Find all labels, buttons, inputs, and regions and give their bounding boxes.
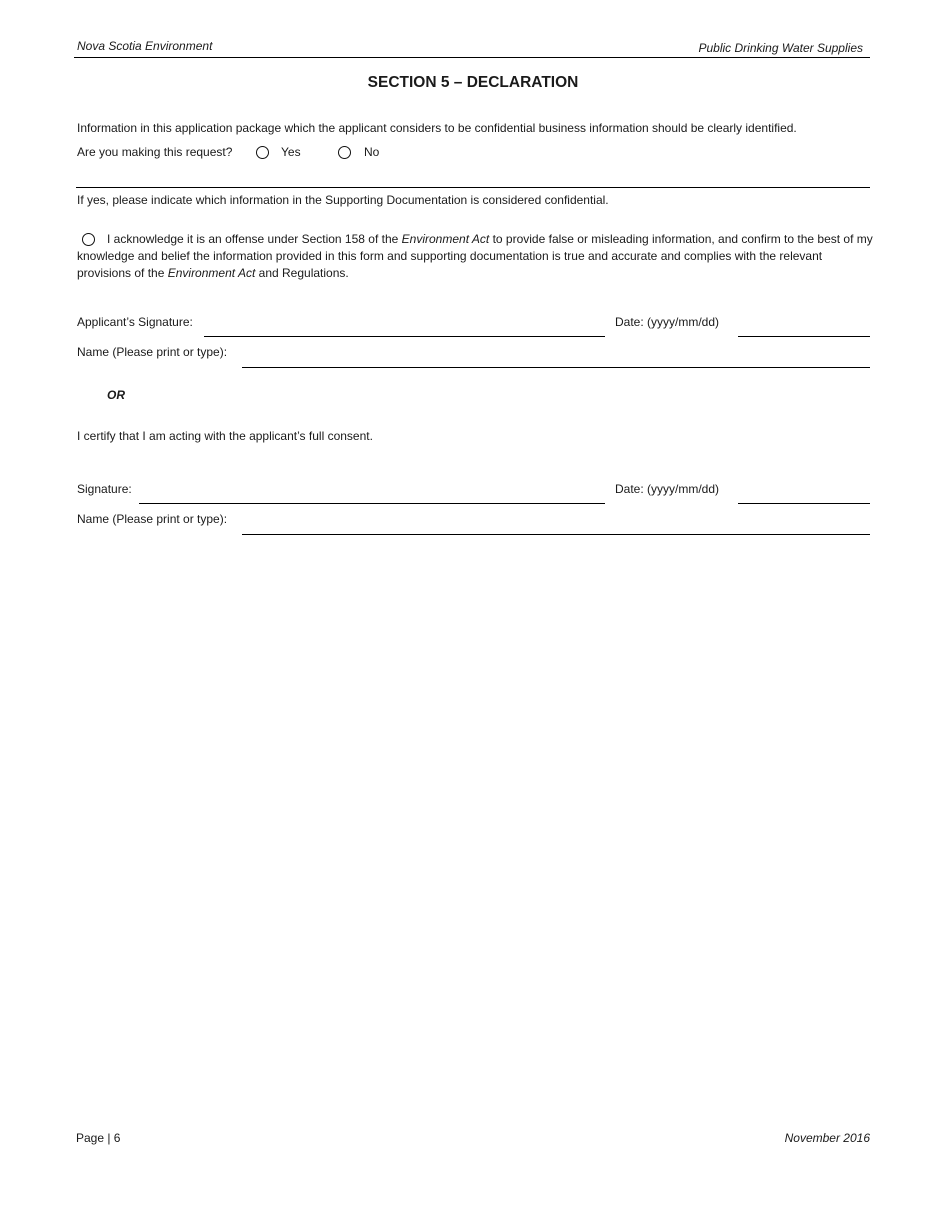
environment-act-reference: Environment Act (401, 232, 490, 246)
page-number: Page | 6 (76, 1131, 121, 1145)
confidential-intro: Information in this application package which the applicant considers to be confidential business information should be clearly identified. (77, 121, 797, 135)
acknowledge-part1: I acknowledge it is an offense under Section 158 of the (107, 232, 402, 246)
applicant-signature-input[interactable] (204, 320, 605, 337)
applicant-date-input[interactable] (738, 320, 870, 337)
acknowledge-part2: to provide false or misleading information, and confirm to the best of my knowledge and belief the information provided in this form and supporting documentation is true and accurate and complies with the relevant provisions of the (77, 232, 873, 280)
confidential-instructions: If yes, please indicate which information in the Supporting Documentation is considered confidential. (77, 193, 609, 207)
header-organization: Nova Scotia Environment (77, 39, 213, 53)
environment-act-reference: Environment Act (167, 266, 256, 280)
agent-date-input[interactable] (738, 487, 870, 504)
confidential-question: Are you making this request? (77, 145, 233, 159)
acknowledge-text (77, 231, 873, 282)
consent-statement: I certify that I am acting with the applicant’s full consent. (77, 429, 373, 443)
agent-date-label: Date: (yyyy/mm/dd) (615, 482, 720, 496)
agent-signature-input[interactable] (139, 487, 605, 504)
section-title: SECTION 5 – DECLARATION (367, 74, 579, 91)
agent-name-input[interactable] (242, 518, 870, 535)
applicant-name-label: Name (Please print or type): (77, 345, 228, 359)
acknowledge-part3: and Regulations. (255, 266, 349, 280)
footer-date: November 2016 (784, 1131, 870, 1145)
agent-signature-label: Signature: (77, 482, 132, 496)
or-separator: OR (107, 388, 125, 402)
header-divider (74, 57, 870, 58)
applicant-name-input[interactable] (242, 351, 870, 368)
radio-yes-label: Yes (281, 145, 301, 159)
radio-no[interactable] (338, 146, 351, 159)
applicant-signature-label: Applicant’s Signature: (77, 315, 193, 329)
agent-name-label: Name (Please print or type): (77, 512, 228, 526)
radio-no-label: No (364, 145, 380, 159)
confidential-details-input[interactable] (76, 171, 870, 188)
applicant-date-label: Date: (yyyy/mm/dd) (615, 315, 720, 329)
header-document-title: Public Drinking Water Supplies (698, 41, 863, 55)
radio-yes[interactable] (256, 146, 269, 159)
